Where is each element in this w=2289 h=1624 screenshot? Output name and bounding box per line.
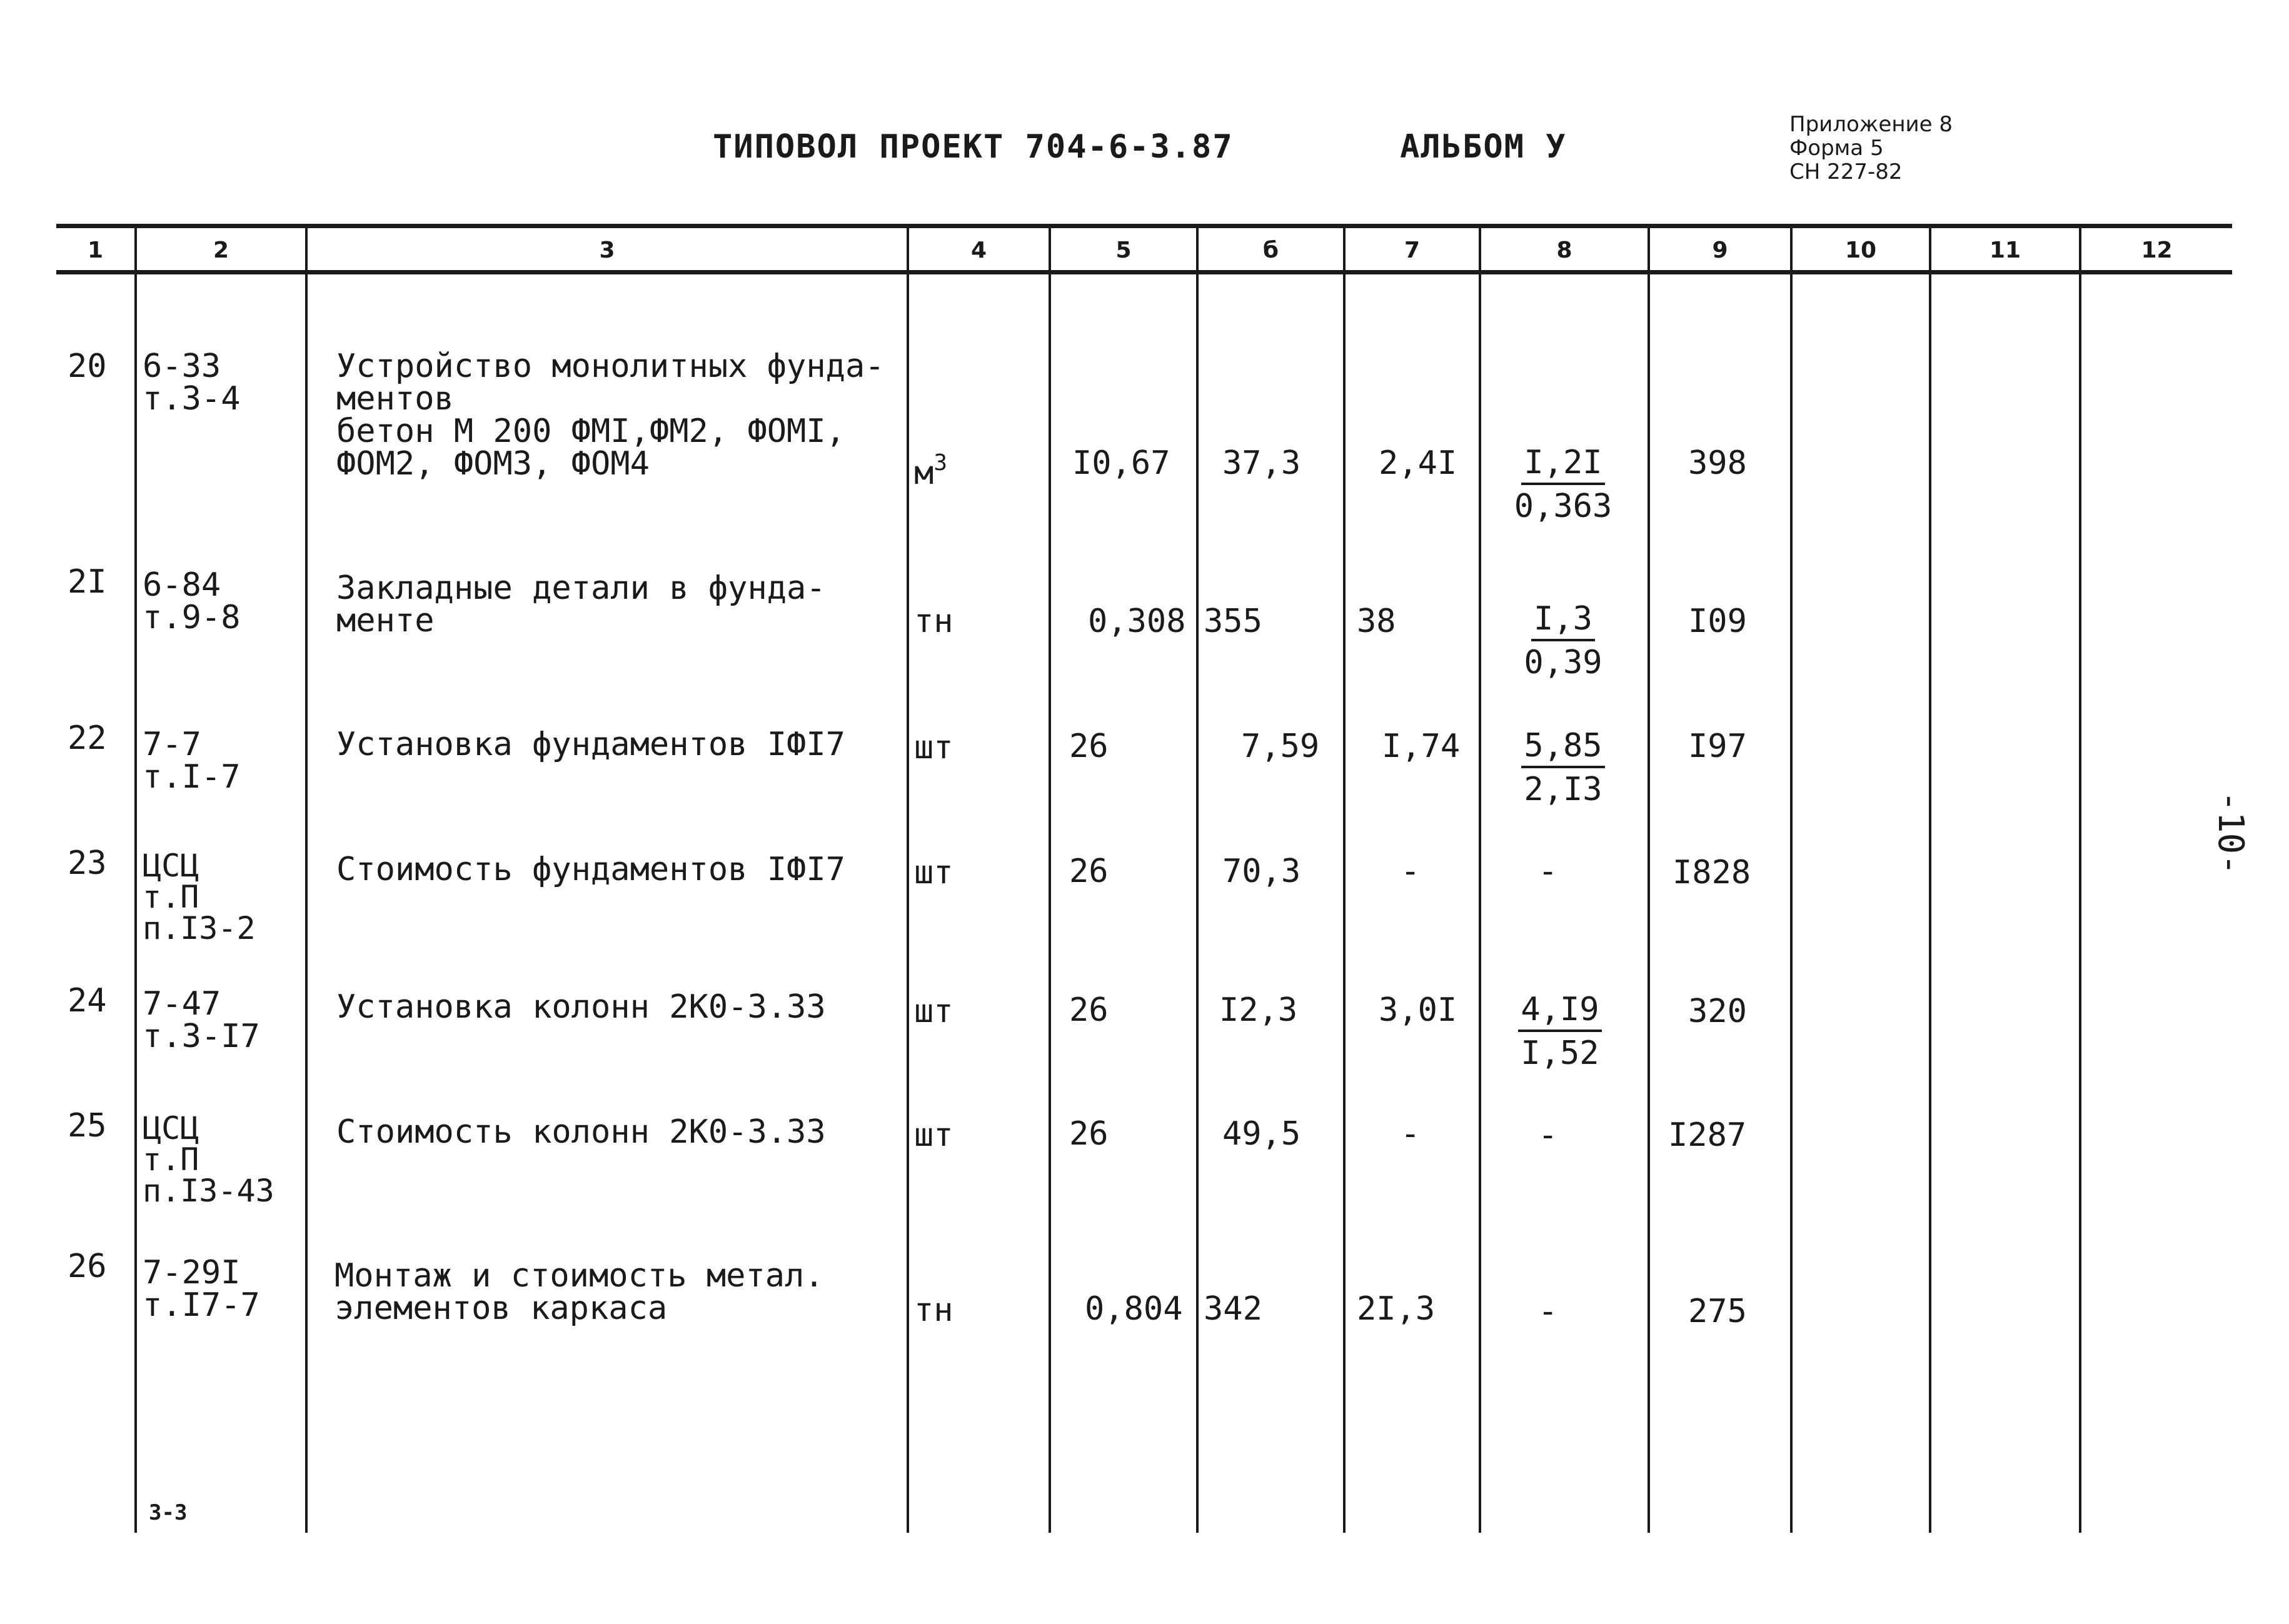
norm-line: СН 227-82 bbox=[1789, 159, 1903, 184]
row-number: 25 bbox=[68, 1107, 107, 1145]
column-header-5: 5 bbox=[1115, 238, 1132, 263]
unit: $м^3$ bbox=[914, 450, 947, 492]
footer-mark: 3-3 bbox=[149, 1500, 188, 1525]
row-number: 24 bbox=[68, 982, 107, 1020]
unit: шт bbox=[914, 729, 953, 766]
column-divider bbox=[1648, 226, 1650, 1533]
header-bottom-rule bbox=[56, 270, 2232, 274]
unit: тн bbox=[914, 603, 953, 640]
cost-per-unit: I2,3 bbox=[1219, 991, 1298, 1029]
column-divider bbox=[134, 226, 137, 1533]
column-header-3: 3 bbox=[599, 238, 615, 263]
work-description: Стоимость фундаментов IФI7 bbox=[336, 851, 845, 888]
rate-code: 7-47 т.3-I7 bbox=[143, 985, 260, 1055]
work-description: Устройство монолитных фунда- ментов бетон М 200 ФМI,ФМ2, ФОМI, ФОМ2, ФОМ3, ФОМ4 bbox=[336, 348, 885, 483]
appendix-line: Приложение 8 bbox=[1789, 112, 1953, 137]
quantity: I0,67 bbox=[1072, 444, 1170, 482]
work-description: Установка колонн 2К0-3.33 bbox=[336, 988, 826, 1026]
wage-per-unit: - bbox=[1401, 853, 1421, 890]
fraction-value: $\frac{I,2I}{0,363}$ bbox=[1514, 444, 1612, 525]
wage-per-unit: I,74 bbox=[1382, 728, 1461, 765]
work-description: Установка фундаментов IФI7 bbox=[336, 726, 845, 763]
fraction-value: - bbox=[1538, 853, 1558, 890]
unit: тн bbox=[914, 1291, 953, 1329]
total-cost: I09 bbox=[1688, 603, 1747, 640]
rate-code: 7-7 т.I-7 bbox=[143, 726, 241, 796]
cost-per-unit: 7,59 bbox=[1241, 728, 1320, 765]
wage-per-unit: 2I,3 bbox=[1357, 1290, 1436, 1328]
album-title: АЛЬБОМ У bbox=[1400, 128, 1567, 166]
column-divider bbox=[1929, 226, 1931, 1533]
column-header-1: 1 bbox=[87, 238, 104, 263]
cost-per-unit: 49,5 bbox=[1222, 1115, 1301, 1153]
cost-per-unit: 355 bbox=[1204, 603, 1262, 640]
fraction-value: $\frac{4,I9}{I,52}$ bbox=[1497, 992, 1622, 1071]
rate-code: 7-29I т.I7-7 bbox=[143, 1254, 260, 1324]
document-title bbox=[713, 128, 1567, 166]
fraction-value: - bbox=[1538, 1293, 1558, 1330]
wage-per-unit: 3,0I bbox=[1379, 991, 1457, 1029]
row-number: 23 bbox=[68, 845, 107, 882]
rate-code: ЦСЦ т.П п.I3-2 bbox=[143, 848, 256, 946]
quantity: 26 bbox=[1069, 853, 1109, 890]
fraction-value: - bbox=[1538, 1116, 1558, 1154]
work-description: Монтаж и стоимость метал. элементов каркаса bbox=[335, 1257, 824, 1327]
total-cost: I287 bbox=[1668, 1116, 1747, 1154]
column-divider bbox=[2079, 226, 2081, 1533]
column-header-4: 4 bbox=[970, 238, 987, 263]
row-number: 20 bbox=[68, 348, 107, 385]
column-divider bbox=[1196, 226, 1199, 1533]
quantity: 26 bbox=[1069, 991, 1109, 1029]
fraction-value: $\frac{5,85}{2,I3}$ bbox=[1501, 728, 1626, 807]
cost-per-unit: 70,3 bbox=[1222, 853, 1301, 890]
unit: шт bbox=[914, 1116, 953, 1154]
column-header-10: 10 bbox=[1844, 238, 1877, 263]
appendix-block bbox=[1789, 113, 1953, 184]
column-header-2: 2 bbox=[213, 238, 229, 263]
fraction-value: $\frac{I,3}{0,39}$ bbox=[1524, 600, 1602, 681]
total-cost: 398 bbox=[1688, 444, 1747, 482]
column-divider bbox=[1343, 226, 1346, 1533]
project-title: ТИПОВОЛ ПРОЕКТ 704-6-3.87 bbox=[713, 128, 1234, 166]
rate-code: 6-84 т.9-8 bbox=[143, 566, 241, 636]
wage-per-unit: 2,4I bbox=[1379, 444, 1457, 482]
total-cost: I828 bbox=[1673, 854, 1751, 891]
wage-per-unit: 38 bbox=[1357, 603, 1396, 640]
total-cost: I97 bbox=[1688, 728, 1747, 765]
column-header-6: б bbox=[1262, 238, 1279, 263]
row-number: 22 bbox=[68, 719, 107, 757]
work-description: Закладные детали в фунда- менте bbox=[336, 569, 826, 639]
work-description: Стоимость колонн 2К0-3.33 bbox=[336, 1113, 826, 1151]
row-number: 26 bbox=[68, 1248, 107, 1285]
wage-per-unit: - bbox=[1401, 1115, 1421, 1153]
column-header-7: 7 bbox=[1404, 238, 1421, 263]
total-cost: 275 bbox=[1688, 1293, 1747, 1330]
rate-code: ЦСЦ т.П п.I3-43 bbox=[143, 1110, 274, 1209]
column-header-9: 9 bbox=[1712, 238, 1728, 263]
quantity: 0,308 bbox=[1088, 603, 1186, 640]
column-divider bbox=[305, 226, 308, 1533]
column-header-12: 12 bbox=[2141, 238, 2173, 263]
cost-per-unit: 37,3 bbox=[1222, 444, 1301, 482]
form-line: Форма 5 bbox=[1789, 136, 1884, 161]
row-number: 2I bbox=[68, 563, 107, 601]
column-divider bbox=[907, 226, 909, 1533]
quantity: 26 bbox=[1069, 1115, 1109, 1153]
column-header-8: 8 bbox=[1556, 238, 1572, 263]
rate-code: 6-33 т.3-4 bbox=[143, 348, 241, 418]
column-divider bbox=[1790, 226, 1793, 1533]
quantity: 0,804 bbox=[1085, 1290, 1183, 1328]
column-header-11: 11 bbox=[1989, 238, 2021, 263]
column-divider bbox=[1479, 226, 1481, 1533]
unit: шт bbox=[914, 854, 953, 891]
total-cost: 320 bbox=[1688, 993, 1747, 1030]
table-top-rule bbox=[56, 224, 2232, 228]
cost-per-unit: 342 bbox=[1204, 1290, 1262, 1328]
column-divider bbox=[1049, 226, 1051, 1533]
sheet-number: -10- bbox=[2210, 791, 2251, 875]
unit: шт bbox=[914, 993, 953, 1030]
quantity: 26 bbox=[1069, 728, 1109, 765]
